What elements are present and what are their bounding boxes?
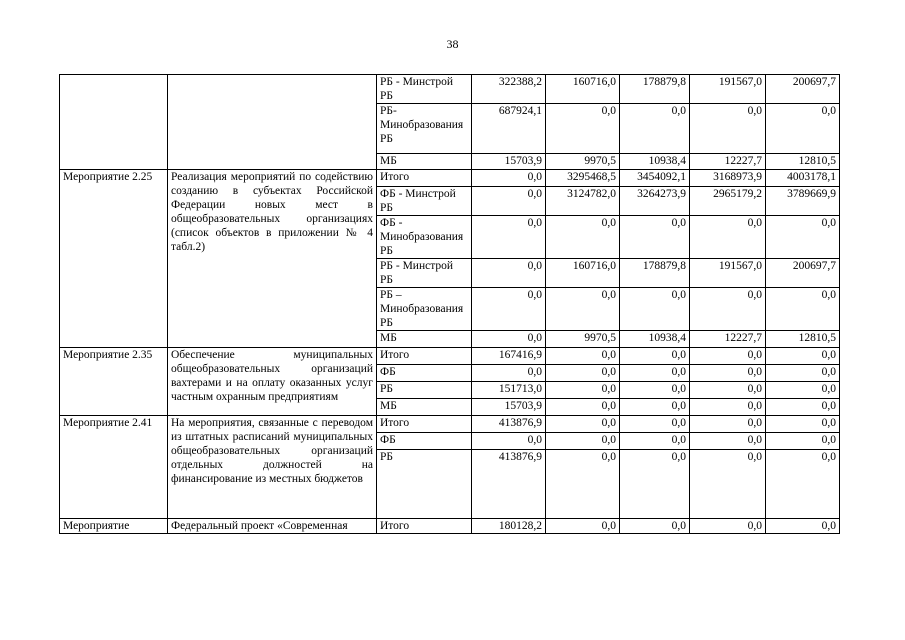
amount-cell: 0,0	[472, 259, 546, 288]
amount-cell: 0,0	[620, 104, 690, 154]
amount-cell: 0,0	[690, 519, 766, 534]
amount-cell: 0,0	[766, 216, 840, 259]
table-row	[60, 519, 840, 534]
amount-cell: 0,0	[472, 288, 546, 331]
amount-cell: 0,0	[766, 433, 840, 450]
funding-source-cell: Итого	[377, 519, 472, 534]
table-row	[60, 75, 840, 104]
funding-source-cell: РБ – Минобразования РБ	[377, 288, 472, 331]
amount-cell: 15703,9	[472, 399, 546, 416]
amount-cell: 15703,9	[472, 154, 546, 170]
amount-cell: 0,0	[546, 216, 620, 259]
amount-cell: 12810,5	[766, 331, 840, 348]
financing-table	[59, 74, 840, 534]
amount-cell: 0,0	[766, 104, 840, 154]
amount-cell: 0,0	[620, 365, 690, 382]
table-row	[60, 348, 840, 365]
measure-code-cell: Мероприятие 2.41	[60, 416, 168, 519]
amount-cell: 12810,5	[766, 154, 840, 170]
amount-cell: 0,0	[690, 450, 766, 519]
table-body	[60, 75, 840, 534]
funding-source-cell: ФБ	[377, 365, 472, 382]
amount-cell: 0,0	[546, 104, 620, 154]
amount-cell: 0,0	[546, 433, 620, 450]
amount-cell: 200697,7	[766, 75, 840, 104]
funding-source-cell: РБ-Минобразования РБ	[377, 104, 472, 154]
amount-cell: 687924,1	[472, 104, 546, 154]
amount-cell: 0,0	[766, 348, 840, 365]
amount-cell: 0,0	[546, 365, 620, 382]
amount-cell: 0,0	[620, 433, 690, 450]
amount-cell: 0,0	[472, 331, 546, 348]
measure-description-cell: Реализация мероприятий по содействию созданию в субъектах Российской Федерации новых мест в общеобразовательных организациях (список объектов в приложении № 4 табл.2)	[168, 170, 377, 348]
funding-source-cell: Итого	[377, 170, 472, 187]
amount-cell: 0,0	[620, 416, 690, 433]
amount-cell: 0,0	[620, 348, 690, 365]
amount-cell: 0,0	[690, 433, 766, 450]
amount-cell: 0,0	[690, 348, 766, 365]
amount-cell: 0,0	[766, 288, 840, 331]
amount-cell: 0,0	[620, 382, 690, 399]
amount-cell: 160716,0	[546, 75, 620, 104]
amount-cell: 0,0	[690, 382, 766, 399]
measure-description-cell: Федеральный проект «Современная	[168, 519, 377, 534]
amount-cell: 3789669,9	[766, 187, 840, 216]
amount-cell: 0,0	[766, 399, 840, 416]
measure-description-cell	[168, 75, 377, 170]
measure-code-cell: Мероприятие	[60, 519, 168, 534]
table-row	[60, 416, 840, 433]
funding-source-cell: РБ	[377, 382, 472, 399]
amount-cell: 0,0	[472, 170, 546, 187]
funding-source-cell: ФБ - Минстрой РБ	[377, 187, 472, 216]
table-row	[60, 170, 840, 187]
amount-cell: 0,0	[690, 399, 766, 416]
amount-cell: 413876,9	[472, 450, 546, 519]
amount-cell: 0,0	[472, 433, 546, 450]
amount-cell: 413876,9	[472, 416, 546, 433]
amount-cell: 2965179,2	[690, 187, 766, 216]
amount-cell: 0,0	[546, 399, 620, 416]
measure-description-cell: Обеспечение муниципальных общеобразовательных организаций вахтерами и на оплату оказанных услуг частным охранным предприятиям	[168, 348, 377, 416]
amount-cell: 3264273,9	[620, 187, 690, 216]
amount-cell: 0,0	[546, 382, 620, 399]
amount-cell: 0,0	[766, 416, 840, 433]
amount-cell: 0,0	[766, 450, 840, 519]
amount-cell: 0,0	[472, 365, 546, 382]
amount-cell: 10938,4	[620, 331, 690, 348]
amount-cell: 3295468,5	[546, 170, 620, 187]
measure-code-cell: Мероприятие 2.35	[60, 348, 168, 416]
amount-cell: 0,0	[546, 519, 620, 534]
measure-code-cell	[60, 75, 168, 170]
amount-cell: 0,0	[620, 519, 690, 534]
amount-cell: 3124782,0	[546, 187, 620, 216]
amount-cell: 0,0	[620, 399, 690, 416]
funding-source-cell: ФБ - Минобразования РБ	[377, 216, 472, 259]
amount-cell: 0,0	[620, 288, 690, 331]
amount-cell: 191567,0	[690, 259, 766, 288]
amount-cell: 3168973,9	[690, 170, 766, 187]
amount-cell: 322388,2	[472, 75, 546, 104]
funding-source-cell: РБ - Минстрой РБ	[377, 75, 472, 104]
amount-cell: 0,0	[472, 216, 546, 259]
amount-cell: 178879,8	[620, 259, 690, 288]
amount-cell: 0,0	[766, 365, 840, 382]
funding-source-cell: МБ	[377, 399, 472, 416]
funding-source-cell: РБ - Минстрой РБ	[377, 259, 472, 288]
amount-cell: 167416,9	[472, 348, 546, 365]
amount-cell: 0,0	[620, 216, 690, 259]
amount-cell: 0,0	[690, 104, 766, 154]
amount-cell: 0,0	[690, 216, 766, 259]
amount-cell: 0,0	[690, 365, 766, 382]
amount-cell: 12227,7	[690, 154, 766, 170]
funding-source-cell: ФБ	[377, 433, 472, 450]
amount-cell: 9970,5	[546, 154, 620, 170]
amount-cell: 0,0	[546, 288, 620, 331]
amount-cell: 0,0	[546, 450, 620, 519]
funding-source-cell: Итого	[377, 348, 472, 365]
amount-cell: 191567,0	[690, 75, 766, 104]
amount-cell: 0,0	[472, 187, 546, 216]
funding-source-cell: МБ	[377, 331, 472, 348]
amount-cell: 151713,0	[472, 382, 546, 399]
amount-cell: 3454092,1	[620, 170, 690, 187]
amount-cell: 200697,7	[766, 259, 840, 288]
amount-cell: 0,0	[546, 348, 620, 365]
page-number: 38	[446, 37, 459, 51]
measure-code-cell: Мероприятие 2.25	[60, 170, 168, 348]
amount-cell: 12227,7	[690, 331, 766, 348]
amount-cell: 0,0	[690, 416, 766, 433]
amount-cell: 10938,4	[620, 154, 690, 170]
amount-cell: 0,0	[546, 416, 620, 433]
amount-cell: 160716,0	[546, 259, 620, 288]
amount-cell: 0,0	[766, 382, 840, 399]
amount-cell: 0,0	[766, 519, 840, 534]
amount-cell: 180128,2	[472, 519, 546, 534]
funding-source-cell: МБ	[377, 154, 472, 170]
funding-source-cell: Итого	[377, 416, 472, 433]
amount-cell: 0,0	[620, 450, 690, 519]
amount-cell: 0,0	[690, 288, 766, 331]
amount-cell: 4003178,1	[766, 170, 840, 187]
amount-cell: 178879,8	[620, 75, 690, 104]
amount-cell: 9970,5	[546, 331, 620, 348]
measure-description-cell: На мероприятия, связанные с переводом из штатных расписаний муниципальных общеобразовательных организаций отдельных должностей на финансирование из местных бюджетов	[168, 416, 377, 519]
funding-source-cell: РБ	[377, 450, 472, 519]
